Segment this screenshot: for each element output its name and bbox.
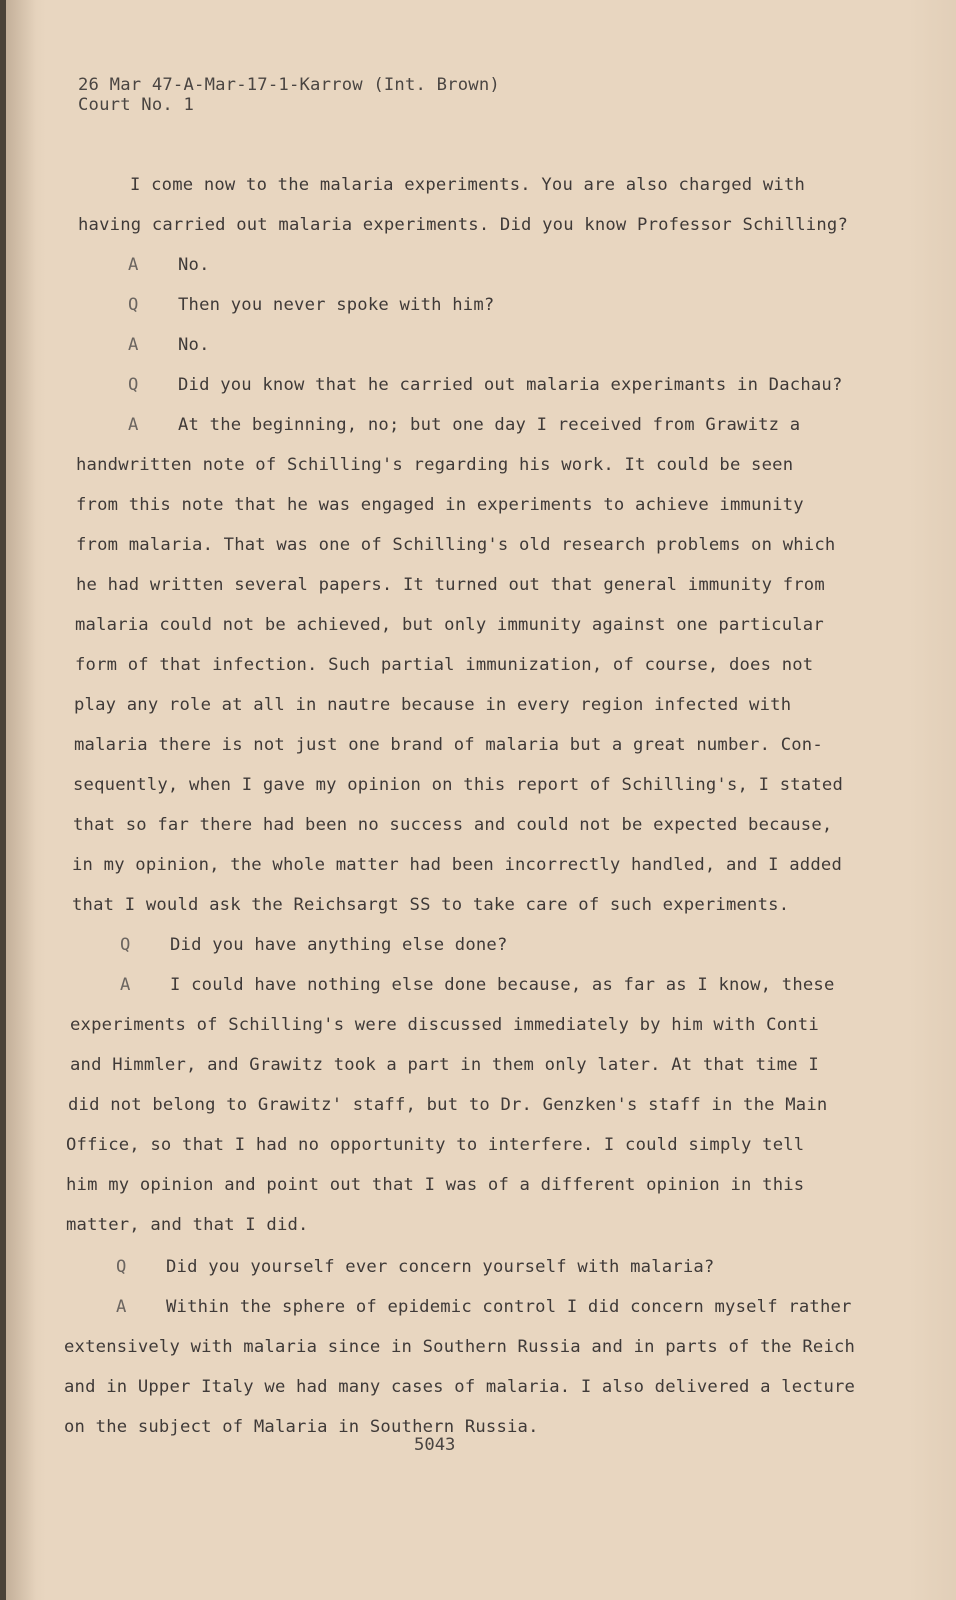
speaker-label: Q [116, 1257, 127, 1277]
text-line: from this note that he was engaged in experiments to achieve immunity [76, 495, 804, 515]
question-text: Did you have anything else done? [170, 935, 508, 955]
speaker-label: A [128, 335, 139, 355]
text-line: experiments of Schilling's were discussed immediately by him with Conti [70, 1015, 819, 1035]
speaker-label: A [116, 1297, 127, 1317]
text-line: that so far there had been no success and could not be expected because, [73, 815, 833, 835]
text-line: Office, so that I had no opportunity to interfere. I could simply tell [66, 1135, 805, 1155]
text-line: I come now to the malaria experiments. You are also charged with [130, 175, 806, 195]
speaker-label: A [120, 975, 131, 995]
speaker-label: A [128, 255, 139, 275]
text-line: from malaria. That was one of Schilling's old research problems on which [76, 535, 836, 555]
text-line: that I would ask the Reichsargt SS to take care of such experiments. [72, 895, 790, 915]
text-line: malaria there is not just one brand of malaria but a great number. Con- [74, 735, 823, 755]
question-text: Did you know that he carried out malaria experimants in Dachau? [178, 375, 843, 395]
speaker-label: A [128, 415, 139, 435]
text-line: play any role at all in nautre because in every region infected with [74, 695, 792, 715]
question-text: Did you yourself ever concern yourself with malaria? [166, 1257, 715, 1277]
question-text: Then you never spoke with him? [178, 295, 495, 315]
text-line: form of that infection. Such partial immunization, of course, does not [75, 655, 814, 675]
answer-text: At the beginning, no; but one day I received from Grawitz a [178, 415, 801, 435]
answer-text: No. [178, 335, 210, 355]
answer-text: Within the sphere of epidemic control I did concern myself rather [166, 1297, 852, 1317]
header-line-1: 26 Mar 47-A-Mar-17-1-Karrow (Int. Brown) [78, 75, 500, 95]
text-line: having carried out malaria experiments. Did you know Professor Schilling? [78, 215, 848, 235]
text-line: and in Upper Italy we had many cases of malaria. I also delivered a lecture [64, 1377, 856, 1397]
answer-text: No. [178, 255, 210, 275]
text-line: malaria could not be achieved, but only immunity against one particular [75, 615, 824, 635]
text-line: him my opinion and point out that I was of a different opinion in this [66, 1175, 805, 1195]
text-line: did not belong to Grawitz' staff, but to Dr. Genzken's staff in the Main [68, 1095, 828, 1115]
document-page [6, 0, 956, 1600]
answer-text: I could have nothing else done because, as far as I know, these [170, 975, 835, 995]
page-number: 5043 [414, 1435, 456, 1455]
text-line: and Himmler, and Grawitz took a part in them only later. At that time I [70, 1055, 819, 1075]
text-line: matter, and that I did. [66, 1215, 309, 1235]
text-line: on the subject of Malaria in Southern Russia. [64, 1417, 539, 1437]
speaker-label: Q [128, 295, 139, 315]
text-line: sequently, when I gave my opinion on this report of Schilling's, I stated [73, 775, 843, 795]
text-line: extensively with malaria since in Southern Russia and in parts of the Reich [64, 1337, 856, 1357]
speaker-label: Q [128, 375, 139, 395]
text-line: in my opinion, the whole matter had been incorrectly handled, and I added [72, 855, 842, 875]
speaker-label: Q [120, 935, 131, 955]
binding-shadow [6, 0, 36, 1600]
header-line-2: Court No. 1 [78, 95, 195, 115]
text-line: he had written several papers. It turned out that general immunity from [76, 575, 825, 595]
text-line: handwritten note of Schilling's regarding his work. It could be seen [76, 455, 794, 475]
